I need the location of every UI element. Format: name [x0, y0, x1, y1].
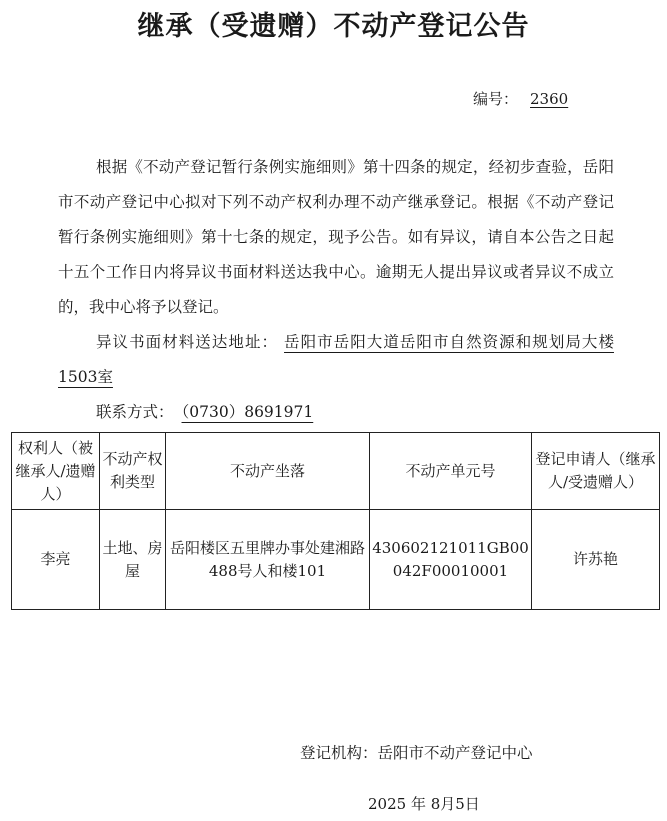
notice-date: 2025 年 8月5日	[368, 795, 480, 813]
property-table	[11, 432, 660, 610]
contact-info	[58, 395, 614, 430]
cell-location: 岳阳楼区五里牌办事处建湘路488号人和楼101	[166, 510, 370, 610]
header-unit-number: 不动产单元号	[370, 433, 532, 510]
cell-unit-number: 430602121011GB00042F00010001	[370, 510, 532, 610]
header-right-type: 不动产权利类型	[100, 433, 166, 510]
notice-title: 继承（受遗赠）不动产登记公告	[137, 11, 530, 42]
cell-right-holder: 李亮	[12, 510, 100, 610]
address-value: 岳阳市岳阳大道岳阳市自然资源和规划局大楼1503室	[58, 333, 614, 386]
cell-right-type: 土地、房屋	[100, 510, 166, 610]
serial-value: 2360	[530, 90, 569, 108]
notice-paragraph: 根据《不动产登记暂行条例实施细则》第十四条的规定，经初步查验，岳阳市不动产登记中心拟对下列不动产权利办理不动产继承登记。根据《不动产登记暂行条例实施细则》第十七条的规定，现予公告。如有异议，请自本公告之日起十五个工作日内将异议书面材料送达我中心。逾期无人提出异议或者异议不成立的，我中心将予以登记。	[58, 158, 614, 316]
objection-address	[58, 325, 614, 395]
table-row	[12, 510, 660, 610]
contact-phone: （0730）8691971	[181, 403, 314, 421]
header-location: 不动产坐落	[166, 433, 370, 510]
cell-applicant: 许苏艳	[532, 510, 660, 610]
notice-body	[58, 150, 614, 430]
address-label: 异议书面材料送达地址：	[96, 333, 279, 351]
header-right-holder: 权利人（被继承人/遗赠人）	[12, 433, 100, 510]
registration-authority: 登记机构：岳阳市不动产登记中心	[300, 744, 533, 762]
serial-number	[473, 88, 568, 110]
serial-label: 编号：	[473, 90, 519, 108]
table-header-row	[12, 433, 660, 510]
contact-label: 联系方式：	[96, 403, 174, 421]
header-applicant: 登记申请人（继承人/受遗赠人）	[532, 433, 660, 510]
